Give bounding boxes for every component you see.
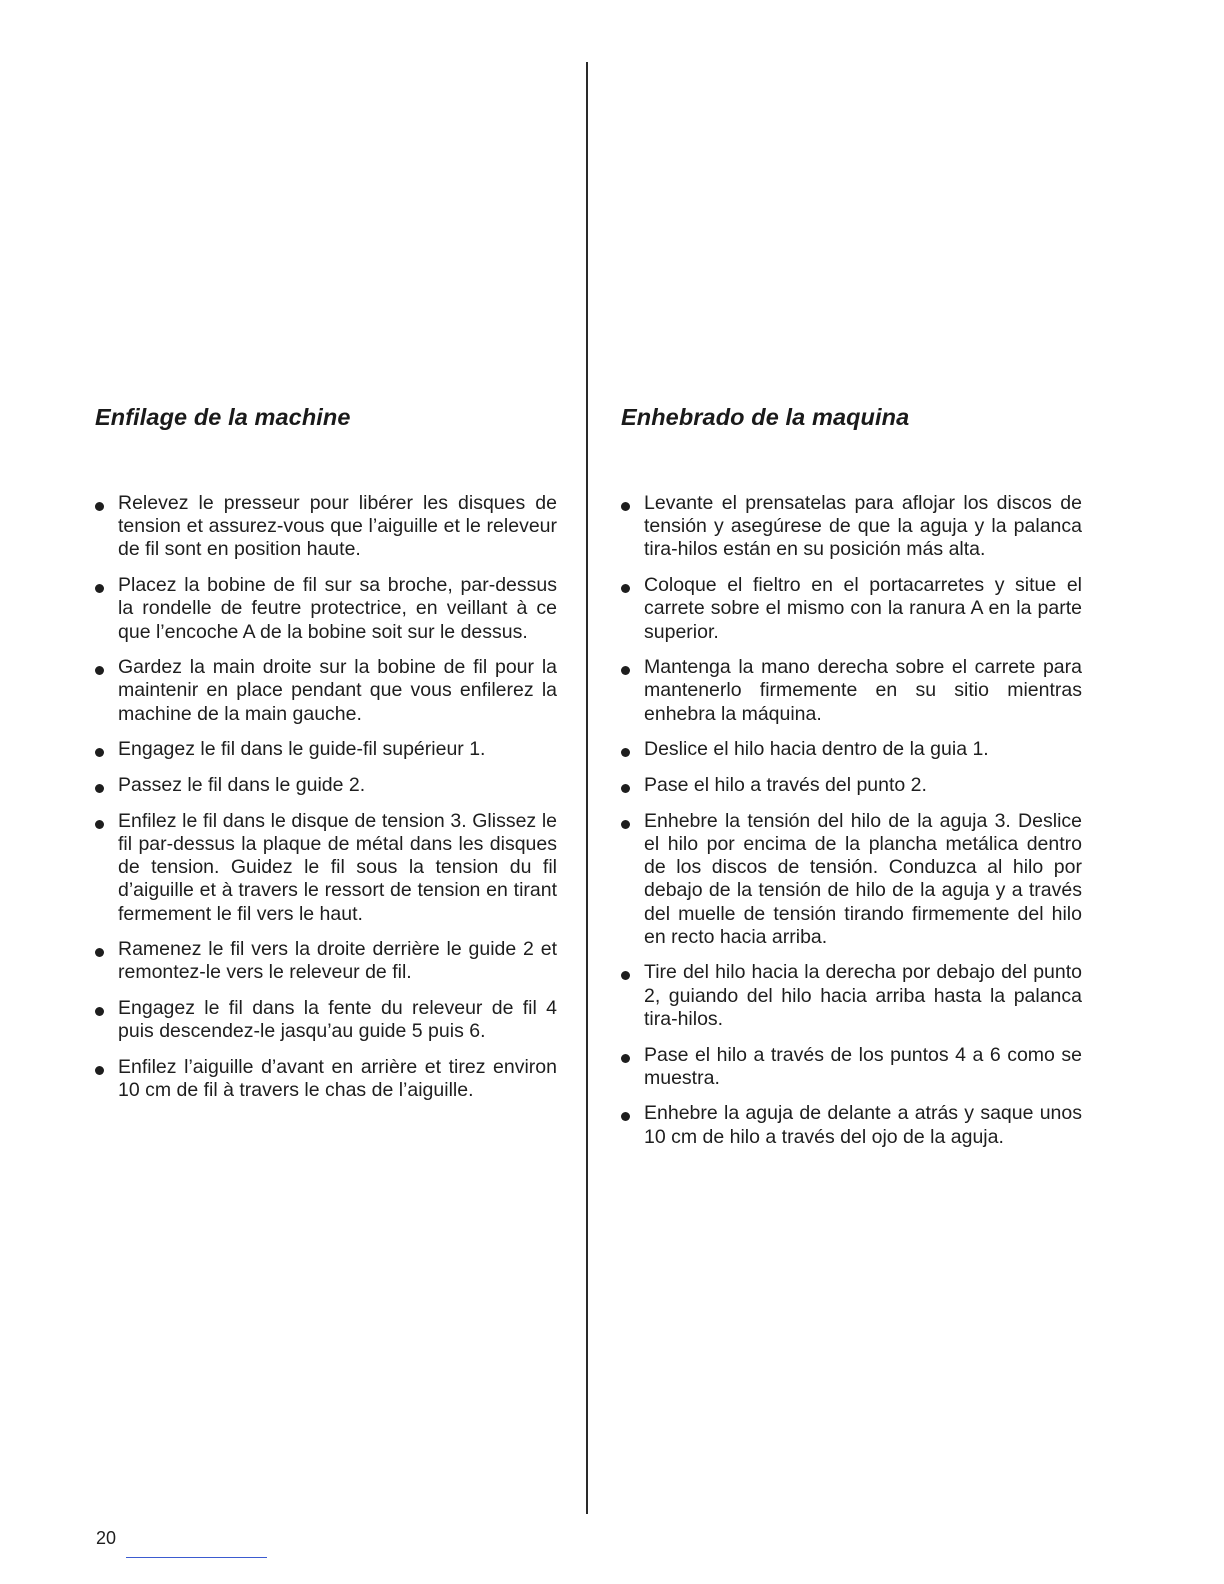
list-item	[95, 774, 557, 797]
bullet-icon	[95, 948, 104, 957]
bullet-icon	[95, 666, 104, 675]
list-item	[621, 961, 1082, 1031]
item-text: Enhebre la tensión del hilo de la aguja 3. Deslice el hilo por encima de la plancha metálica dentro de los discos de tensión. Conduzca al hilo por debajo de la tensión de hilo de la aguja y a través del muelle de tensión tirando firmemente del hilo en recto hacia arriba.	[644, 809, 1082, 948]
item-text: Ramenez le fil vers la droite derrière le guide 2 et remontez-le vers le releveur de fil.	[118, 938, 557, 984]
spanish-title: Enhebrado de la maquina	[621, 404, 910, 430]
list-item	[621, 492, 1082, 562]
item-text: Passez le fil dans le guide 2.	[118, 774, 366, 797]
item-text: Deslice el hilo hacia dentro de la guia 1.	[644, 738, 989, 761]
bullet-icon	[95, 1007, 104, 1016]
list-item	[95, 574, 557, 644]
list-item	[95, 492, 557, 562]
item-text: Engagez le fil dans la fente du releveur de fil 4 puis descendez-le jasqu’au guide 5 puis 6.	[118, 997, 557, 1043]
item-text: Enfilez l’aiguille d’avant en arrière et tirez environ 10 cm de fil à travers le chas de l’aiguille.	[118, 1056, 557, 1102]
item-text: Pase el hilo a través del punto 2.	[644, 774, 927, 797]
spanish-column	[621, 402, 1082, 1161]
item-text: Pase el hilo a través de los puntos 4 a 6 como se muestra.	[644, 1043, 1082, 1089]
bullet-icon	[621, 666, 630, 675]
bullet-icon	[621, 971, 630, 980]
list-item	[95, 938, 557, 984]
list-item	[621, 738, 1082, 761]
bullet-icon	[621, 584, 630, 593]
bullet-icon	[95, 502, 104, 511]
list-item	[95, 738, 557, 761]
list-item	[621, 1044, 1082, 1090]
item-text: Engagez le fil dans le guide-fil supérieur 1.	[118, 738, 486, 761]
item-text: Gardez la main droite sur la bobine de fil pour la maintenir en place pendant que vous enfilerez la machine de la main gauche.	[118, 656, 557, 725]
bullet-icon	[95, 1066, 104, 1075]
french-instructions	[95, 492, 557, 1102]
list-item	[621, 774, 1082, 797]
item-text: Placez la bobine de fil sur sa broche, par-dessus la rondelle de feutre protectrice, en veillant à ce que l’encoche A de la bobine soit sur le dessus.	[118, 574, 557, 643]
item-text: Mantenga la mano derecha sobre el carrete para mantenerlo firmemente en su sitio mientras enhebra la máquina.	[644, 656, 1082, 725]
french-column	[95, 402, 557, 1115]
spanish-instructions	[621, 492, 1082, 1149]
bullet-icon	[95, 584, 104, 593]
bullet-icon	[95, 820, 104, 829]
list-item	[621, 656, 1082, 726]
bullet-icon	[621, 1112, 630, 1121]
item-text: Relevez le presseur pour libérer les disques de tension et assurez-vous que l’aiguille et le releveur de fil sont en position haute.	[118, 492, 557, 561]
item-text: Enhebre la aguja de delante a atrás y saque unos 10 cm de hilo a través del ojo de la aguja.	[644, 1102, 1082, 1148]
item-text: Enfilez le fil dans le disque de tension 3. Glissez le fil par-dessus la plaque de métal dans les disques de tension. Guidez le fil sous la tension du fil d’aiguille et à travers le ressort de tension en tirant fermement le fil vers le haut.	[118, 809, 557, 925]
list-item	[95, 810, 557, 926]
list-item	[621, 810, 1082, 949]
page-number: 20	[96, 1528, 117, 1548]
french-title: Enfilage de la machine	[95, 404, 351, 430]
list-item	[621, 574, 1082, 644]
bullet-icon	[621, 748, 630, 757]
list-item	[95, 997, 557, 1043]
bullet-icon	[95, 748, 104, 757]
item-text: Levante el prensatelas para aflojar los discos de tensión y asegúrese de que la aguja y la palanca tira-hilos están en su posición más alta.	[644, 492, 1082, 561]
bullet-icon	[621, 784, 630, 793]
bullet-icon	[621, 820, 630, 829]
item-text: Tire del hilo hacia la derecha por debajo del punto 2, guiando del hilo hacia arriba hasta la palanca tira-hilos.	[644, 961, 1082, 1030]
footer-rule	[126, 1557, 267, 1558]
bullet-icon	[621, 502, 630, 511]
bullet-icon	[621, 1054, 630, 1063]
list-item	[621, 1102, 1082, 1148]
column-divider	[586, 62, 588, 1514]
bullet-icon	[95, 784, 104, 793]
item-text: Coloque el fieltro en el portacarretes y situe el carrete sobre el mismo con la ranura A en la parte superior.	[644, 574, 1082, 643]
list-item	[95, 1056, 557, 1102]
list-item	[95, 656, 557, 726]
